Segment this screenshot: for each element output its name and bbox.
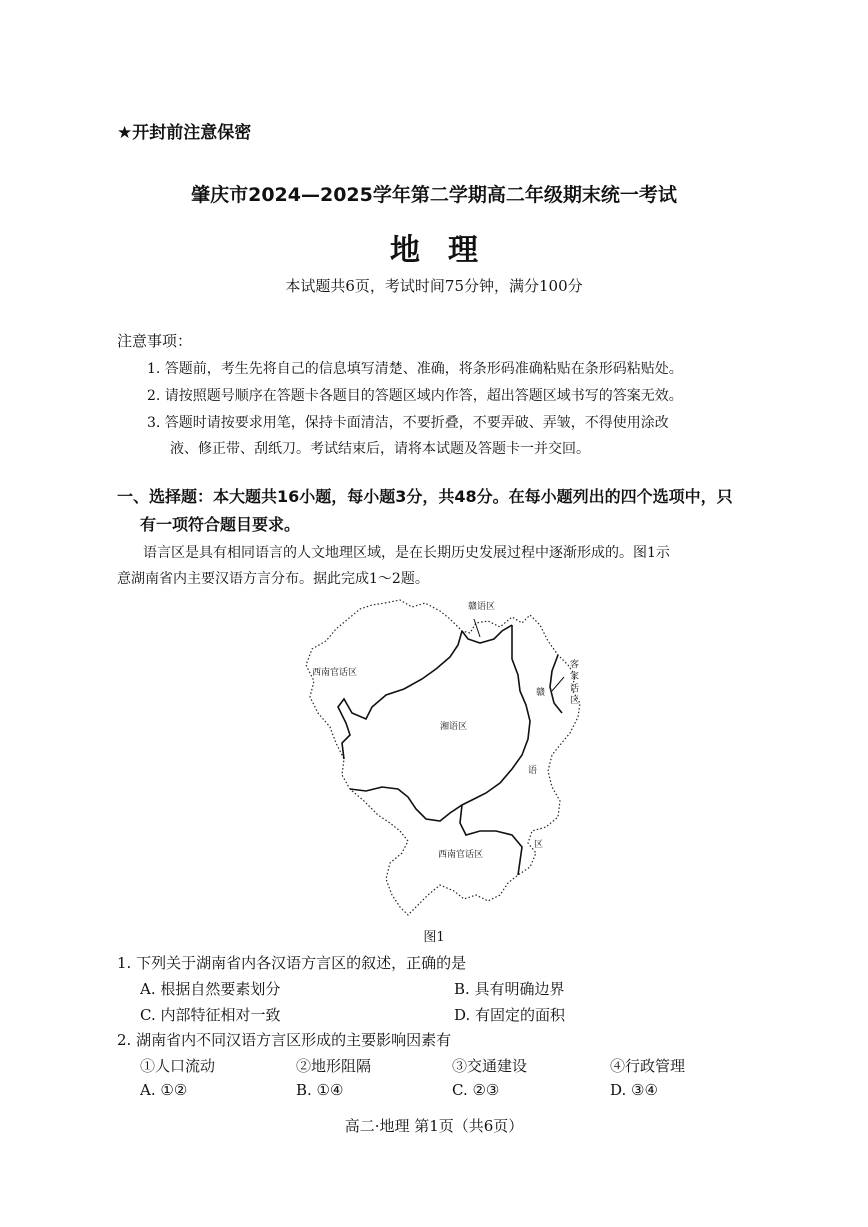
leader-line bbox=[552, 677, 564, 691]
dialect-boundary bbox=[462, 625, 512, 643]
passage-text-continuation: 意湖南省内主要汉语方言分布。据此完成1～2题。 bbox=[117, 571, 429, 587]
notice-item: 3. 答题时请按要求用笔，保持卡面清洁，不要折叠，不要弄破、弄皱，不得使用涂改 bbox=[147, 415, 669, 431]
label-hakka-2: 家 bbox=[570, 672, 580, 682]
page-footer: 高二·地理 第1页（共6页） bbox=[344, 1117, 524, 1135]
label-gan-vertical-2: 语 bbox=[528, 766, 538, 776]
question-2-stem: 2. 湖南省内不同汉语方言区形成的主要影响因素有 bbox=[117, 1031, 452, 1049]
confidential-mark: ★开封前注意保密 bbox=[117, 123, 252, 143]
subject-title: 地理 bbox=[390, 233, 506, 268]
question-1-stem: 1. 下列关于湖南省内各汉语方言区的叙述，正确的是 bbox=[117, 954, 467, 972]
section-heading: 一、选择题：本大题共16小题，每小题3分，共48分。在每小题列出的四个选项中，只 bbox=[117, 487, 733, 506]
question-2-option-d: D. ③④ bbox=[610, 1081, 658, 1099]
question-2-option-a: A. ①② bbox=[140, 1081, 188, 1099]
question-1-option-b: B. 具有明确边界 bbox=[454, 980, 565, 998]
label-xiang-dialect: 湘语区 bbox=[440, 722, 468, 732]
passage-text: 语言区是具有相同语言的人文地理区域，是在长期历史发展过程中逐渐形成的。图1示 bbox=[143, 545, 670, 561]
label-gan-vertical-3: 区 bbox=[534, 840, 544, 850]
dialect-boundary bbox=[338, 631, 462, 759]
dialect-boundary bbox=[550, 655, 562, 713]
label-gan-dialect: 赣语区 bbox=[468, 602, 496, 612]
label-hakka-1: 客 bbox=[570, 660, 580, 670]
question-2-factor: ④行政管理 bbox=[610, 1057, 686, 1075]
question-1-option-a: A. 根据自然要素划分 bbox=[140, 980, 281, 998]
section-heading-continuation: 有一项符合题目要求。 bbox=[140, 515, 301, 534]
dialect-boundary bbox=[460, 805, 522, 875]
question-2-option-b: B. ①④ bbox=[296, 1081, 344, 1099]
question-2-option-c: C. ②③ bbox=[452, 1081, 500, 1099]
province-outline bbox=[306, 600, 580, 915]
label-southwest-mandarin-south: 西南官话区 bbox=[438, 850, 484, 860]
notice-item-continuation: 液、修正带、刮纸刀。考试结束后，请将本试题及答题卡一并交回。 bbox=[170, 441, 590, 457]
exam-title: 肇庆市2024—2025学年第二学期高二年级期末统一考试 bbox=[191, 184, 677, 206]
question-2-factor: ①人口流动 bbox=[140, 1057, 216, 1075]
label-hakka-3: 话 bbox=[570, 684, 580, 694]
question-1-option-c: C. 内部特征相对一致 bbox=[140, 1006, 281, 1024]
question-2-factor: ②地形阻隔 bbox=[296, 1057, 372, 1075]
question-2-factor: ③交通建设 bbox=[452, 1057, 528, 1075]
notice-heading: 注意事项： bbox=[117, 332, 193, 350]
question-1-option-d: D. 有固定的面积 bbox=[454, 1006, 566, 1024]
label-hakka-4: 区 bbox=[570, 696, 580, 706]
hunan-dialect-map bbox=[290, 595, 590, 930]
notice-item: 1. 答题前，考生先将自己的信息填写清楚、准确，将条形码准确粘贴在条形码粘贴处。 bbox=[147, 361, 683, 377]
label-gan-vertical-1: 赣 bbox=[536, 688, 546, 698]
label-southwest-mandarin-north: 西南官话区 bbox=[312, 668, 358, 678]
notice-item: 2. 请按照题号顺序在答题卡各题目的答题区域内作答，超出答题区域书写的答案无效。 bbox=[147, 388, 683, 404]
figure-caption: 图1 bbox=[423, 930, 445, 945]
exam-info: 本试题共6页，考试时间75分钟，满分100分 bbox=[285, 277, 583, 295]
leader-line bbox=[474, 619, 480, 637]
